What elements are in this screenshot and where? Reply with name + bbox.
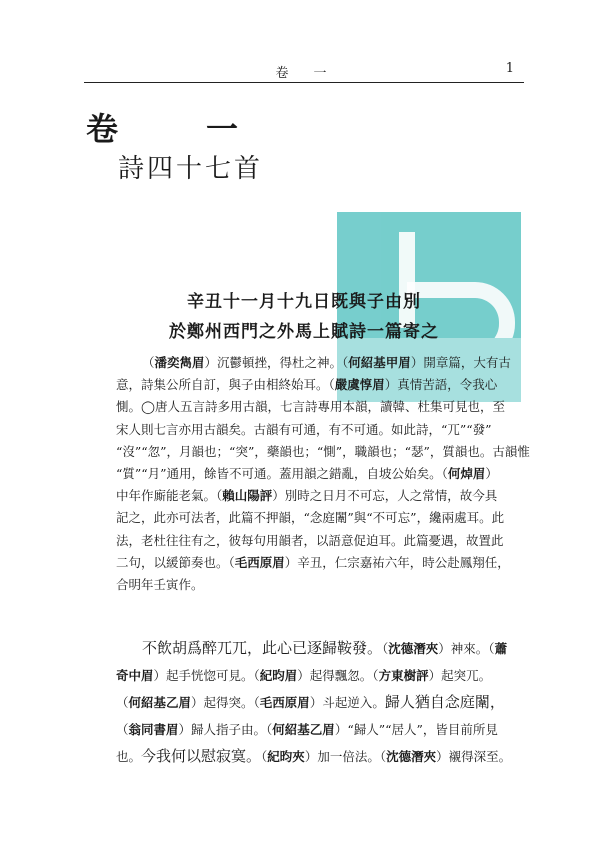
commentary-text: “沒”“忽”，月韻也；“突”，藥韻也；“惻”，職韻也；“瑟”，質韻也。古韻惟 [116,443,530,459]
commentary-text: 法，老杜往往有之，彼每句用韻者，以語意促迫耳。此篇憂遇，故置此 [116,532,504,548]
commentary-line [116,485,528,507]
page-number: 1 [505,61,514,76]
poem-verse: 歸人猶自念庭闈， [384,693,505,711]
commentator-label: 奇中眉 [116,667,154,683]
commentary-line [116,574,528,596]
commentary-block [116,352,528,596]
poem-body-line [116,689,528,717]
commentary-text: ） [485,466,498,482]
commentary-text: ）神來。（ [438,641,495,656]
commentary-text: ）襯得深至。 [436,749,512,764]
commentary-text: 意，詩集公所自訂，與子由相終始耳。（ [116,377,335,393]
commentary-line [116,507,528,529]
commentary-line [116,530,528,552]
poem-body-line [116,635,528,663]
poem-title-line-1: 辛丑十一月十九日既與子由別 [187,292,421,312]
commentary-text: （ [261,749,268,764]
chapter-subtitle: 詩四十七首 [118,154,264,184]
commentary-text: （ [116,721,129,737]
commentary-line [116,441,528,463]
commentator-label: 紀昀眉 [259,667,298,683]
commentary-text: ）辛丑，仁宗嘉祐六年，時公赴鳳翔任， [284,554,510,570]
commentary-line [116,419,528,441]
commentator-label: 賴山陽評 [222,488,273,504]
commentary-text: ）起手恍惚可見。（ [153,667,260,683]
commentary-text: ）開章篇，大有古 [410,355,511,370]
commentary-text: ）加一倍法。（ [304,749,387,764]
commentary-text: （ [382,641,389,656]
commentator-label: 蕭 [494,641,508,656]
poem-verse: 今我何以慰寂寞。 [141,747,262,765]
commentary-text: ）歸人指子由。（ [178,721,273,737]
commentary-text: ）起得飄忽。（ [297,667,379,683]
poem-verse: 不飲胡爲醉兀兀，此心已逐歸鞍發。 [142,639,383,657]
commentary-text: 二句，以緩節奏也。（ [116,554,235,570]
commentator-label: 毛西原眉 [234,554,285,570]
commentary-line [116,374,528,396]
poem-body-block [116,635,528,771]
commentary-text: 合明年壬寅作。 [116,577,204,593]
commentary-text: ）起突兀。 [428,667,492,683]
commentator-label: 沈德潛夾 [386,749,437,764]
commentary-text: 也。 [116,749,142,764]
commentary-text: ）“歸人”“居人”，皆目前所見 [334,721,498,737]
commentary-line [116,463,528,485]
commentator-label: 潘奕雋眉 [154,355,205,370]
commentary-text: ）斗起逆入。 [309,695,385,710]
commentary-text: ）別時之日月不可忘，人之常情，故今具 [272,488,498,504]
commentary-text: “質”“月”通用，餘皆不可通。蓋用韻之錯亂，自坡公始矣。（ [116,466,448,482]
commentary-line [116,552,528,574]
commentary-text: 中年作廝能老氣。（ [116,488,223,504]
commentary-text: 惻。◯唐人五言詩多用古韻，七言詩專用本韻，讀韓、杜集可見也，至 [116,399,505,415]
commentary-text: 記之，此亦可法者，此篇不押韻，“念庭闈”與“不可忘”，纔兩處耳。此 [116,510,505,526]
commentator-label: 嚴虞惇眉 [334,377,385,393]
commentary-text: （ [116,695,129,710]
commentator-label: 沈德潛夾 [388,641,439,656]
commentary-line [116,396,528,418]
commentary-text: （ [142,355,155,370]
poem-body-line [116,717,528,744]
commentator-label: 何焯眉 [447,466,486,482]
chapter-title: 卷 一 [86,110,267,148]
commentator-label: 毛西原眉 [259,695,310,710]
poem-body-line [116,743,528,771]
commentator-label: 何紹基乙眉 [128,695,192,710]
poem-body-line [116,663,528,690]
commentator-label: 紀昀夾 [267,749,305,764]
commentator-label: 何紹基甲眉 [348,355,411,370]
running-header [84,58,524,83]
commentator-label: 何紹基乙眉 [272,721,335,737]
commentary-text: 宋人則七言亦用古韻矣。古韻有可通，有不可通。如此詩，“兀”“發” [116,421,492,437]
commentary-text: ）沉鬱頓挫，得杜之神。（ [204,355,349,370]
commentary-text: ）真情苦語，令我心 [384,377,498,393]
commentary-text: ）起得突。（ [191,695,260,710]
poem-title-line-2: 於鄭州西門之外馬上賦詩一篇寄之 [169,322,439,342]
commentator-label: 翁同書眉 [128,721,179,737]
running-header-title: 卷 一 [275,66,333,81]
commentator-label: 方東樹評 [378,667,429,683]
commentary-line [116,352,528,374]
